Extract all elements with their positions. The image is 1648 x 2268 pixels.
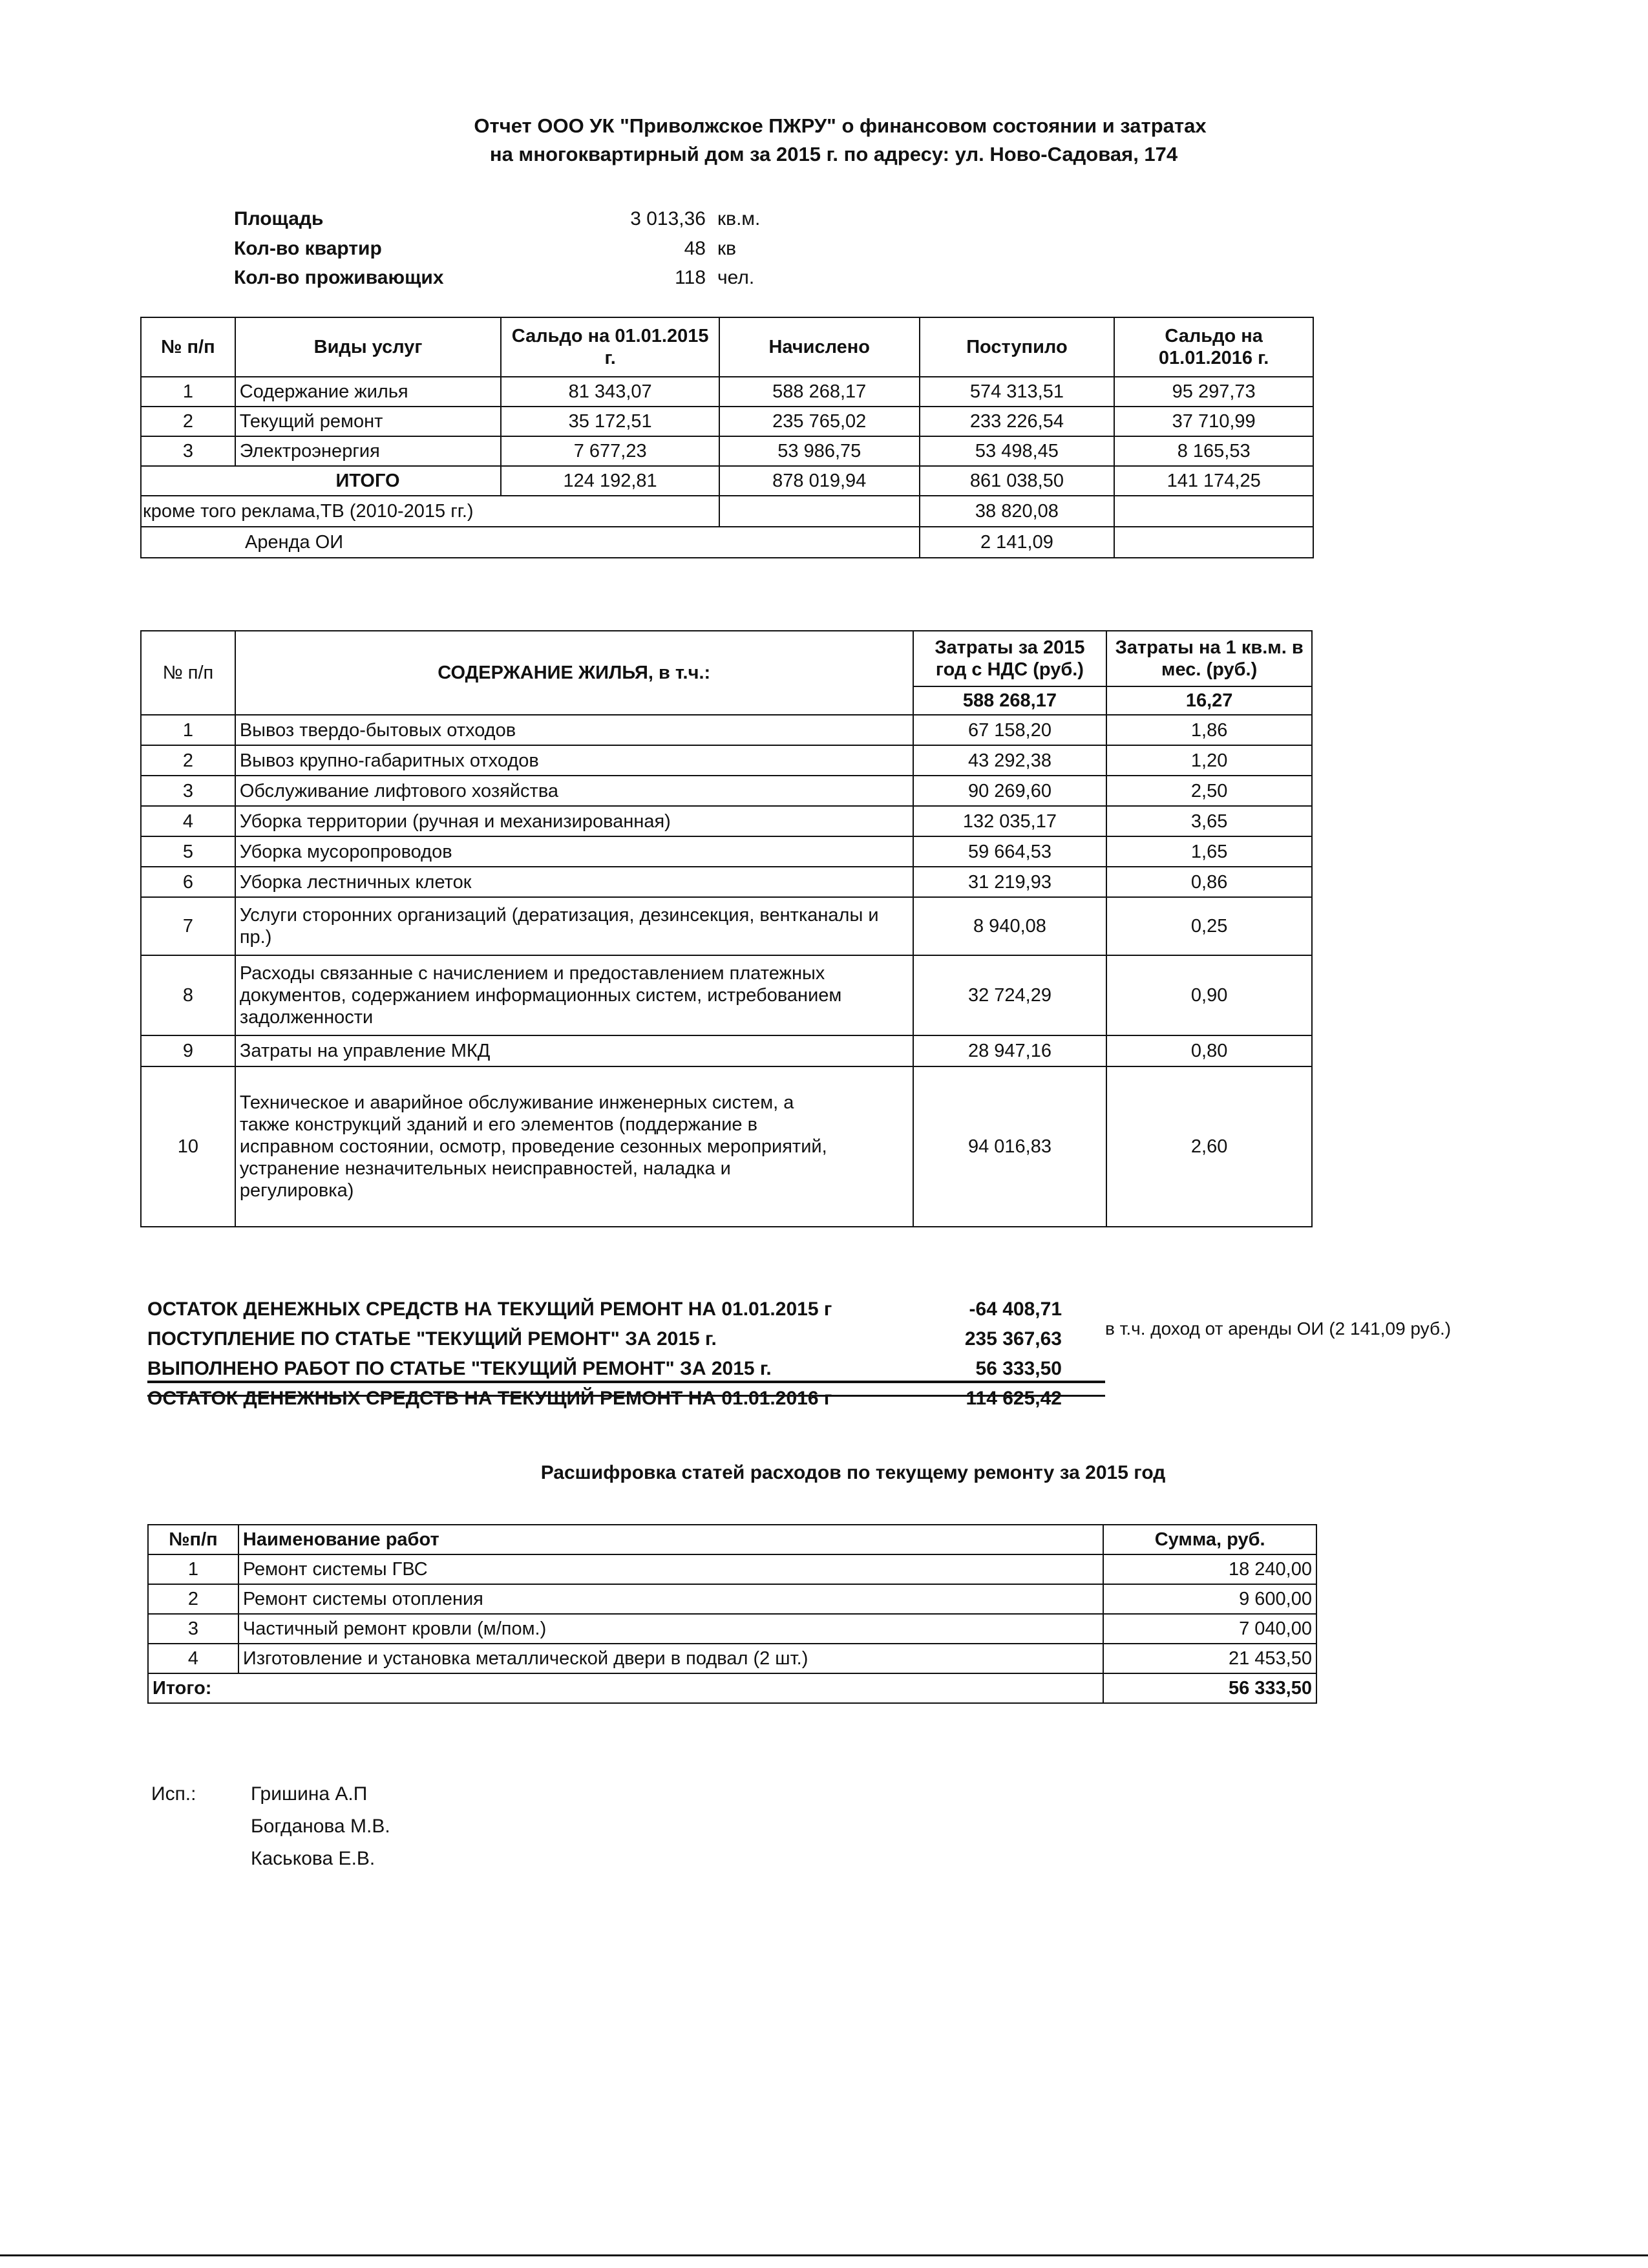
info-unit: кв [717,238,737,259]
services-table [140,317,1314,558]
total-label: ИТОГО [235,466,502,496]
col-header-cost: Затраты за 2015 год с НДС (руб.) [913,631,1107,686]
row-charged: 235 765,02 [719,407,920,436]
row-saldo-end: 95 297,73 [1114,377,1313,407]
extra-empty [1114,496,1313,527]
breakdown-header-row [148,1525,1316,1554]
table-row [141,867,1312,897]
summary-row [147,1324,1117,1355]
row-cost: 94 016,83 [913,1066,1107,1227]
row-saldo-end: 8 165,53 [1114,436,1313,466]
extra-received: 2 141,09 [920,527,1115,558]
info-label: Кол-во квартир [234,238,382,259]
report-title-line2: на многоквартирный дом за 2015 г. по адресу: ул. Ново-Садовая, 174 [489,143,1178,165]
row-num: 3 [141,436,235,466]
row-per-m2: 1,86 [1106,715,1312,745]
total-per-m2: 16,27 [1106,686,1312,715]
col-header-received: Поступило [920,317,1115,377]
extra-label: Аренда ОИ [141,527,920,558]
info-row-flats [0,235,1648,263]
executor-name: Богданова М.В. [251,1816,390,1837]
row-num: 6 [141,867,235,897]
col-header-maintenance: СОДЕРЖАНИЕ ЖИЛЬЯ, в т.ч.: [235,631,913,715]
row-item: Техническое и аварийное обслуживание инженерных систем, а также конструкций зданий и его элементов (поддержание в исправном состоянии, осмотр, проведение сезонных мероприятий, устранение незначительных неисправностей, наладка и регулировка) [235,1066,913,1227]
table-row [148,1644,1316,1673]
info-value: 118 [675,267,706,288]
extra-row-rent [141,527,1313,558]
row-num: 3 [141,776,235,806]
summary-double-rule [147,1395,1105,1397]
summary-label: ОСТАТОК ДЕНЕЖНЫХ СРЕДСТВ НА ТЕКУЩИЙ РЕМОНТ НА 01.01.2016 г [147,1388,832,1409]
total-saldo-end: 141 174,25 [1114,466,1313,496]
row-work: Частичный ремонт кровли (м/пом.) [238,1614,1103,1644]
row-num: 1 [141,377,235,407]
row-cost: 59 664,53 [913,836,1107,867]
col-header-num: № п/п [141,631,235,715]
row-charged: 53 986,75 [719,436,920,466]
row-sum: 9 600,00 [1103,1584,1316,1614]
row-service: Содержание жилья [235,377,502,407]
row-sum: 21 453,50 [1103,1644,1316,1673]
row-cost: 31 219,93 [913,867,1107,897]
row-per-m2: 2,50 [1106,776,1312,806]
row-num: 1 [148,1554,238,1584]
repair-summary [147,1294,1117,1423]
summary-value: -64 408,71 [969,1298,1062,1320]
table-row [141,776,1312,806]
row-item: Затраты на управление МКД [235,1035,913,1066]
row-num: 9 [141,1035,235,1066]
row-num: 2 [148,1584,238,1614]
table-row [148,1554,1316,1584]
row-received: 574 313,51 [920,377,1115,407]
executor-name: Гришина А.П [251,1783,368,1805]
summary-row [147,1294,1117,1325]
table-row [141,715,1312,745]
row-per-m2: 0,90 [1106,955,1312,1035]
services-header-row [141,317,1313,377]
table-row [141,897,1312,955]
summary-row [147,1353,1117,1384]
row-cost: 28 947,16 [913,1035,1107,1066]
table-row [141,377,1313,407]
total-spacer [141,466,235,496]
total-cost: 588 268,17 [913,686,1107,715]
executor-name: Каськова Е.В. [251,1848,375,1869]
row-num: 4 [141,806,235,836]
summary-value: 114 625,42 [966,1388,1062,1409]
extra-empty [719,496,920,527]
info-label: Кол-во проживающих [234,267,444,288]
services-total-row [141,466,1313,496]
row-sum: 18 240,00 [1103,1554,1316,1584]
row-num: 2 [141,745,235,776]
table-row [141,407,1313,436]
col-header-service: Виды услуг [235,317,502,377]
row-service: Текущий ремонт [235,407,502,436]
row-item: Услуги сторонних организаций (дератизация, дезинсекция, вентканалы и пр.) [235,897,913,955]
table-row [148,1614,1316,1644]
info-unit: кв.м. [717,208,761,229]
report-title-line1: Отчет ООО УК "Приволжское ПЖРУ" о финансовом состоянии и затратах [474,114,1207,137]
row-received: 53 498,45 [920,436,1115,466]
page-bottom-edge [0,2254,1648,2256]
row-num: 7 [141,897,235,955]
info-row-residents [0,264,1648,292]
row-cost: 43 292,38 [913,745,1107,776]
info-value: 48 [684,238,706,259]
summary-label: ПОСТУПЛЕНИЕ ПО СТАТЬЕ "ТЕКУЩИЙ РЕМОНТ" ЗА 2015 г. [147,1328,717,1350]
row-service: Электроэнергия [235,436,502,466]
maintenance-table [140,630,1313,1227]
extra-row-advertising [141,496,1313,527]
col-header-num: № п/п [141,317,235,377]
col-header-per-m2: Затраты на 1 кв.м. в мес. (руб.) [1106,631,1312,686]
summary-label: ВЫПОЛНЕНО РАБОТ ПО СТАТЬЕ "ТЕКУЩИЙ РЕМОНТ" ЗА 2015 г. [147,1358,772,1379]
row-per-m2: 1,65 [1106,836,1312,867]
row-work: Ремонт системы ГВС [238,1554,1103,1584]
col-header-charged: Начислено [719,317,920,377]
col-header-work: Наименование работ [238,1525,1103,1554]
table-row [141,955,1312,1035]
table-row [141,806,1312,836]
row-per-m2: 0,86 [1106,867,1312,897]
row-item: Обслуживание лифтового хозяйства [235,776,913,806]
row-cost: 8 940,08 [913,897,1107,955]
summary-value: 56 333,50 [975,1358,1062,1379]
row-sum: 7 040,00 [1103,1614,1316,1644]
row-per-m2: 3,65 [1106,806,1312,836]
table-row [148,1584,1316,1614]
col-header-saldo-start: Сальдо на 01.01.2015 г. [501,317,719,377]
table-row [141,436,1313,466]
col-header-sum: Сумма, руб. [1103,1525,1316,1554]
row-cost: 32 724,29 [913,955,1107,1035]
row-item: Уборка лестничных клеток [235,867,913,897]
col-header-saldo-end: Сальдо на 01.01.2016 г. [1114,317,1313,377]
row-item: Расходы связанные с начислением и предоставлением платежных документов, содержанием информационных систем, истребованием задолженности [235,955,913,1035]
table-row [141,745,1312,776]
row-num: 1 [141,715,235,745]
row-saldo-start: 35 172,51 [501,407,719,436]
breakdown-total-row [148,1673,1316,1703]
row-saldo-start: 81 343,07 [501,377,719,407]
total-saldo-start: 124 192,81 [501,466,719,496]
row-charged: 588 268,17 [719,377,920,407]
row-item: Вывоз крупно-габаритных отходов [235,745,913,776]
summary-label: ОСТАТОК ДЕНЕЖНЫХ СРЕДСТВ НА ТЕКУЩИЙ РЕМОНТ НА 01.01.2015 г [147,1298,832,1320]
breakdown-table [147,1524,1317,1704]
row-cost: 132 035,17 [913,806,1107,836]
summary-value: 235 367,63 [964,1328,1062,1350]
row-num: 4 [148,1644,238,1673]
row-item: Вывоз твердо-бытовых отходов [235,715,913,745]
repair-note: в т.ч. доход от аренды ОИ (2 141,09 руб.) [1105,1319,1452,1339]
table-row [141,1066,1312,1227]
row-per-m2: 1,20 [1106,745,1312,776]
row-num: 2 [141,407,235,436]
info-row-area [0,205,1648,233]
row-cost: 90 269,60 [913,776,1107,806]
info-label: Площадь [234,208,324,229]
row-work: Ремонт системы отопления [238,1584,1103,1614]
executors-label: Исп.: [151,1783,196,1805]
row-per-m2: 0,80 [1106,1035,1312,1066]
col-header-num: №п/п [148,1525,238,1554]
breakdown-title: Расшифровка статей расходов по текущему ремонту за 2015 год [540,1462,1166,1483]
summary-row [147,1383,1117,1414]
info-value: 3 013,36 [630,208,706,229]
row-num: 10 [141,1066,235,1227]
row-num: 8 [141,955,235,1035]
row-num: 5 [141,836,235,867]
row-num: 3 [148,1614,238,1644]
row-item: Уборка территории (ручная и механизированная) [235,806,913,836]
row-saldo-start: 7 677,23 [501,436,719,466]
extra-empty [1114,527,1313,558]
row-item: Уборка мусоропроводов [235,836,913,867]
maintenance-header-row [141,631,1312,686]
row-work: Изготовление и установка металлической двери в подвал (2 шт.) [238,1644,1103,1673]
row-cost: 67 158,20 [913,715,1107,745]
table-row [141,1035,1312,1066]
row-per-m2: 2,60 [1106,1066,1312,1227]
table-row [141,836,1312,867]
info-unit: чел. [717,267,755,288]
total-charged: 878 019,94 [719,466,920,496]
extra-label: кроме того реклама,ТВ (2010-2015 гг.) [141,496,719,527]
row-received: 233 226,54 [920,407,1115,436]
row-per-m2: 0,25 [1106,897,1312,955]
extra-received: 38 820,08 [920,496,1115,527]
total-sum: 56 333,50 [1103,1673,1316,1703]
total-received: 861 038,50 [920,466,1115,496]
total-label: Итого: [148,1673,1103,1703]
row-saldo-end: 37 710,99 [1114,407,1313,436]
summary-underline [147,1381,1105,1383]
